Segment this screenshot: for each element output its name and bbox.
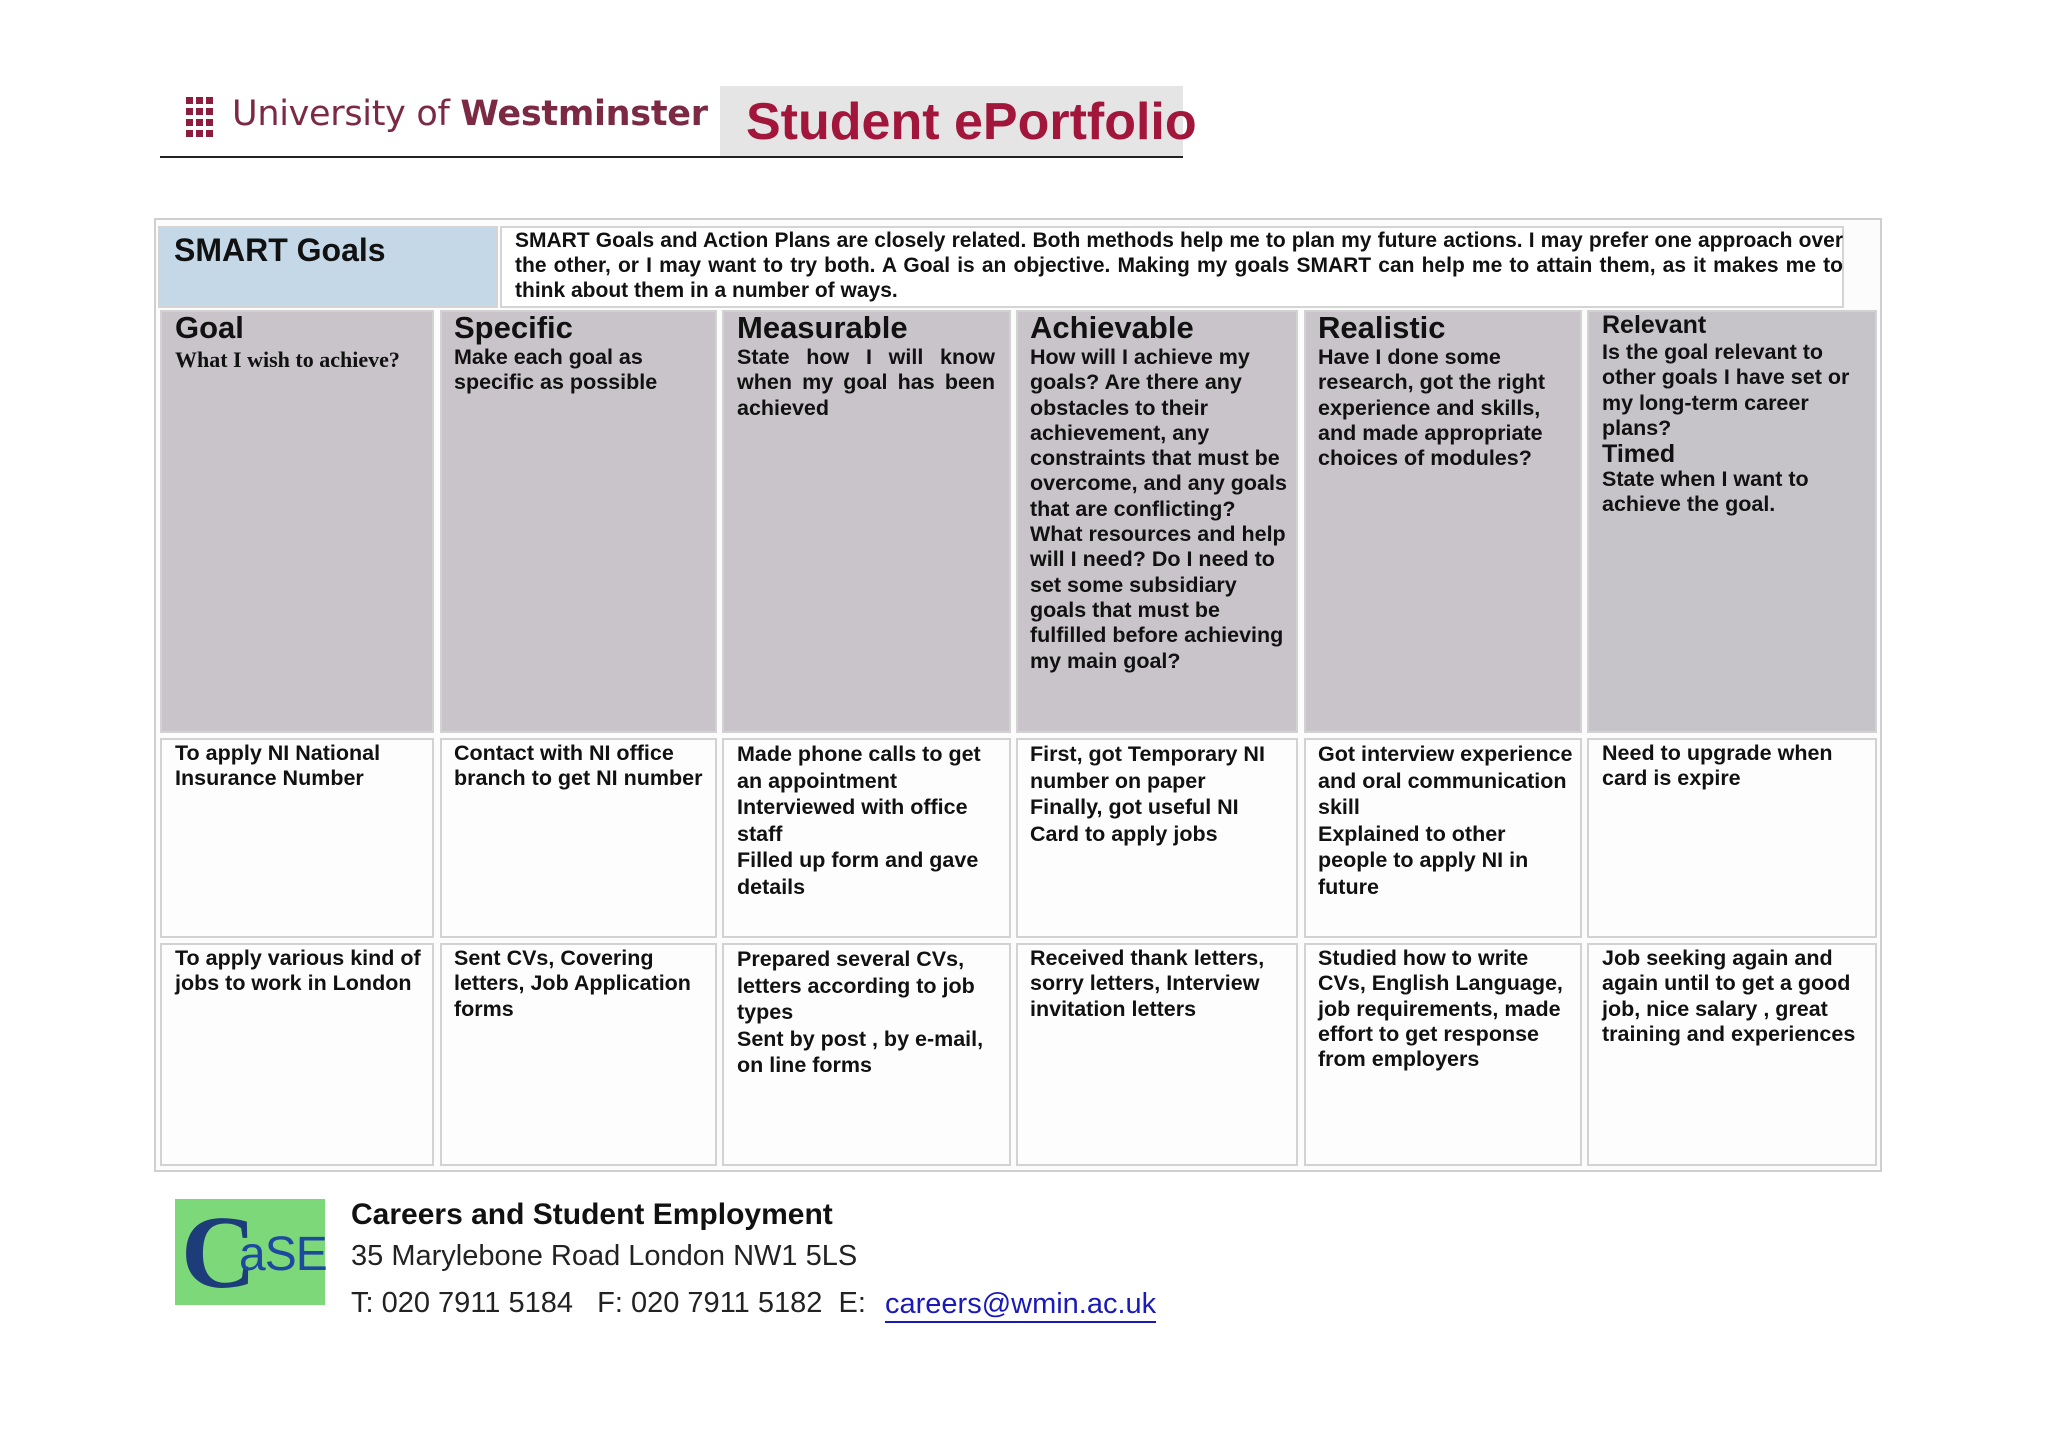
row1-achievable: First, got Temporary NI number on paper Finally, got useful NI Card to apply jobs xyxy=(1030,742,1265,846)
column-title-timed: Timed xyxy=(1602,440,1676,468)
column-title-achievable: Achievable xyxy=(1030,310,1194,345)
logo-text-bold: Westminster xyxy=(460,94,708,134)
case-logo-c: C xyxy=(181,1195,257,1310)
logo-wordmark xyxy=(232,94,708,134)
row1-measurable: Made phone calls to get an appointment Interviewed with office staff Filled up form and gave details xyxy=(737,742,981,899)
row1-specific: Contact with NI office branch to get NI number xyxy=(454,741,703,791)
page-title: Student ePortfolio xyxy=(746,93,1197,151)
column-title-realistic: Realistic xyxy=(1318,310,1446,345)
row2-achievable: Received thank letters, sorry letters, Interview invitation letters xyxy=(1030,946,1265,1021)
case-logo-ase: aSE xyxy=(239,1228,327,1281)
row2-specific: Sent CVs, Covering letters, Job Application forms xyxy=(454,946,691,1021)
smart-goals-heading: SMART Goals xyxy=(174,232,386,268)
column-desc-relevant: Is the goal relevant to other goals I have set or my long-term career plans? xyxy=(1602,340,1850,440)
row1-realistic: Got interview experience and oral communication skill Explained to other people to apply NI in future xyxy=(1318,742,1573,899)
row1-goal: To apply NI National Insurance Number xyxy=(175,741,381,791)
column-desc-measurable: State how I will know when my goal has been achieved xyxy=(737,345,995,420)
footer-email-link[interactable]: careers@wmin.ac.uk xyxy=(885,1287,1156,1323)
column-desc-timed: State when I want to achieve the goal. xyxy=(1602,467,1809,517)
column-title-specific: Specific xyxy=(454,310,573,345)
header-divider xyxy=(160,156,1183,158)
column-desc-achievable: How will I achieve my goals? Are there any obstacles to their achievement, any constraints that must be overcome, and any goals that are conflicting? What resources and help will I need? Do I need to set some subsidiary goals that must be fulfilled before achieving my main goal? xyxy=(1030,345,1287,673)
column-header-goal xyxy=(160,310,434,733)
footer-address: 35 Marylebone Road London NW1 5LS xyxy=(351,1240,858,1272)
row2-realistic: Studied how to write CVs, English Language, job requirements, made effort to get response from employers xyxy=(1318,946,1563,1072)
column-title-relevant: Relevant xyxy=(1602,311,1707,339)
footer-contact: T: 020 7911 5184 F: 020 7911 5182 E: xyxy=(351,1287,874,1319)
row1-relevant: Need to upgrade when card is expire xyxy=(1602,741,1833,791)
westminster-logo-icon xyxy=(182,91,218,137)
row2-goal: To apply various kind of jobs to work in London xyxy=(175,946,421,996)
row2-measurable: Prepared several CVs, letters according to job types Sent by post , by e-mail, on line forms xyxy=(737,947,984,1077)
column-desc-realistic: Have I done some research, got the right experience and skills, and made appropriate choices of modules? xyxy=(1318,345,1545,471)
column-desc-goal: What I wish to achieve? xyxy=(175,347,400,372)
university-logo xyxy=(182,88,708,140)
case-logo xyxy=(175,1195,327,1310)
logo-text-regular: University of xyxy=(232,94,450,134)
column-desc-specific: Make each goal as specific as possible xyxy=(454,345,658,395)
row2-relevant: Job seeking again and again until to get a good job, nice salary , great training and experiences xyxy=(1602,946,1856,1046)
intro-text: SMART Goals and Action Plans are closely related. Both methods help me to plan my future actions. I may prefer one approach over the other, or I may want to try both. A Goal is an objective. Making my goals SMART can help me to attain them, as it makes me to think about them in a number of ways. xyxy=(515,229,1843,302)
column-title-goal: Goal xyxy=(175,310,244,345)
column-title-measurable: Measurable xyxy=(737,310,908,345)
footer-organisation: Careers and Student Employment xyxy=(351,1198,833,1231)
